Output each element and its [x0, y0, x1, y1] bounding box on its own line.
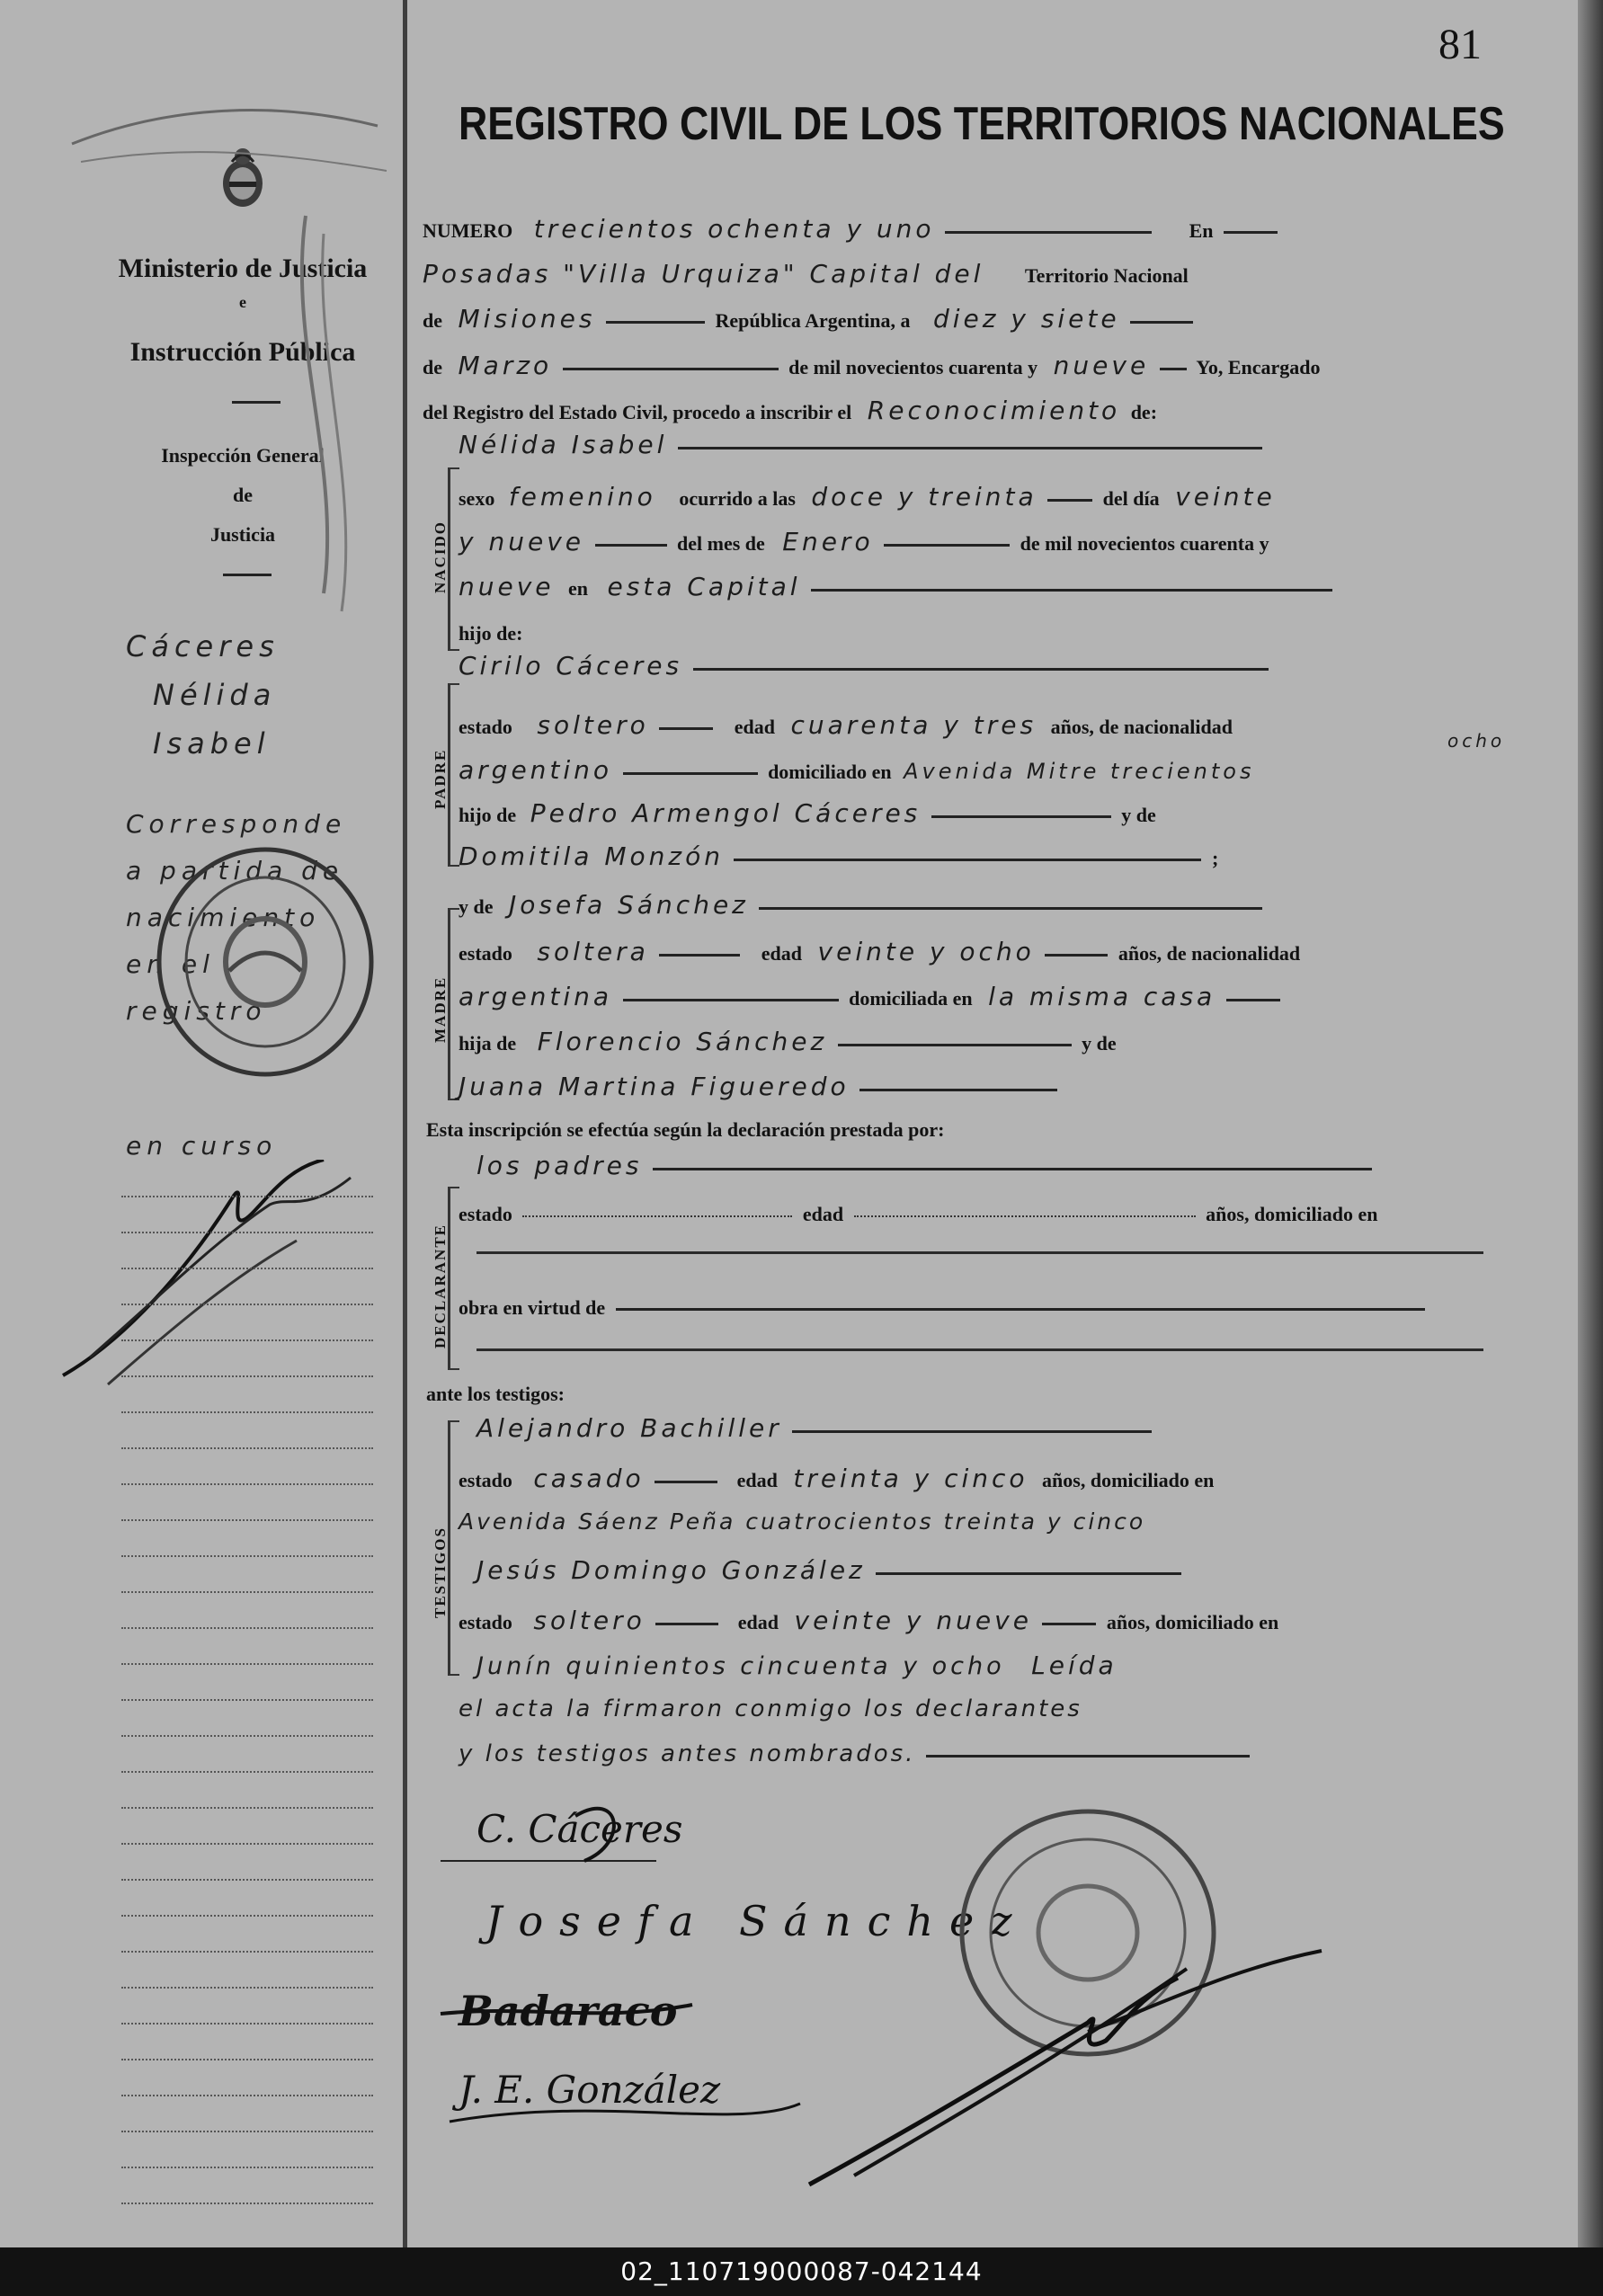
t1-edad: treinta y cinco [793, 1464, 1029, 1493]
declaracion-intro-label: Esta inscripción se efectúa según la declaración prestada por: [426, 1118, 945, 1141]
nacido-lugar-row [459, 572, 1338, 601]
padre-y-de-label: y de [1121, 804, 1156, 826]
t1-domicilio-row [459, 1508, 1145, 1535]
nacido-side-label: NACIDO [432, 521, 449, 593]
margin-note-line: Cáceres [126, 629, 280, 663]
margin-ruled-line [121, 2023, 373, 2025]
declarante-anios-label: años, domiciliado en [1206, 1203, 1378, 1225]
madre-estado-label: estado [459, 942, 512, 965]
de-label: de [423, 356, 442, 378]
leida-2: el acta la firmaron conmigo los declarantes [459, 1695, 1082, 1722]
madre-edad-value: veinte y ocho [817, 937, 1035, 966]
margin-note-line: registro [126, 996, 267, 1026]
obra-row [459, 1296, 1430, 1320]
footer-caption: 02_110719000087-042144 [0, 2247, 1603, 2296]
nacido-nombre-row [459, 430, 1268, 459]
t2-estado-label: estado [459, 1611, 512, 1633]
padre-nombre-row [459, 651, 1274, 681]
margin-ruled-line [121, 1807, 373, 1809]
semicolon: ; [1211, 847, 1219, 869]
dia-value: diez y siete [932, 304, 1120, 334]
padre-hijo-de-row [459, 798, 1156, 828]
madre-nacionalidad-value: argentina [459, 982, 613, 1011]
signature-caceres: C. Cáceres [476, 1807, 683, 1851]
madre-y-de2-label: y de [1082, 1032, 1117, 1055]
margin-ruled-line [121, 1232, 373, 1233]
leida-1: Leída [1031, 1651, 1118, 1680]
margin-ruled-line [121, 1483, 373, 1485]
mes-value: Marzo [458, 351, 553, 380]
dia-value-1: veinte [1175, 482, 1276, 512]
declarante-estado-label: estado [459, 1203, 512, 1225]
inspection-line1: Inspección General [161, 444, 325, 467]
ministry-line1: Ministerio de Justicia [118, 254, 368, 283]
territorio-value: Misiones [458, 304, 596, 334]
margin-ruled-line [121, 1591, 373, 1593]
margin-ruled-line [121, 1663, 373, 1665]
padre-estado-label: estado [459, 716, 512, 738]
margin-ruled-line [121, 1339, 373, 1341]
t1-nombre: Alejandro Bachiller [476, 1413, 782, 1443]
page-edge [1578, 0, 1603, 2247]
margin-ruled-line [121, 2167, 373, 2168]
margin-ruled-line [121, 1627, 373, 1629]
testigos-side-label: TESTIGOS [432, 1526, 449, 1618]
declarante-nombre-row [476, 1151, 1377, 1180]
de-label: de [423, 309, 442, 332]
territorio-row [423, 304, 1198, 334]
t2-domicilio-row [476, 1651, 1118, 1680]
madre-edad-label: edad [761, 942, 803, 965]
leida-2-row [459, 1695, 1082, 1722]
document-title: REGISTRO CIVIL DE LOS TERRITORIOS NACIONALES [459, 98, 1505, 150]
signature-badaraco: Badaraco [459, 1987, 678, 2035]
yo-label: Yo, Encargado [1196, 356, 1321, 378]
madre-domicilio-label: domiciliada en [849, 987, 973, 1010]
hora-value: doce y treinta [811, 482, 1037, 512]
del-dia-label: del día [1102, 487, 1160, 510]
padre-de-madre: Florencio Sánchez [537, 1027, 828, 1056]
margin-signature [54, 1160, 396, 1393]
margin-ruled-line [121, 2203, 373, 2204]
declarante-blank-line [476, 1348, 1483, 1351]
madre-nacionalidad-row [459, 982, 1286, 1011]
t1-anios-label: años, domiciliado en [1042, 1469, 1215, 1491]
leida-3-row [459, 1740, 1255, 1767]
padre-edad-label: edad [734, 716, 775, 738]
lugar-row [423, 259, 1189, 289]
registro-label: del Registro del Estado Civil, procedo a inscribir el [423, 401, 852, 423]
madre-anios-label: años, de nacionalidad [1118, 942, 1301, 965]
numero-value: trecientos ochenta y uno [533, 214, 935, 244]
padre-estado-row [459, 710, 1233, 740]
t1-domicilio: Avenida Sáenz Peña cuatrocientos treinta y cinco [459, 1508, 1146, 1535]
margin-ruled-line [121, 1879, 373, 1881]
padre-nombre: Cirilo Cáceres [459, 651, 683, 681]
sexo-label: sexo [459, 487, 495, 510]
margin-ruled-line [121, 1843, 373, 1845]
territorio-label: Territorio Nacional [1024, 264, 1189, 287]
padre-de-padre: Pedro Armengol Cáceres [530, 798, 922, 828]
margin-ruled-line [121, 1304, 373, 1305]
testigos-intro-label: ante los testigos: [426, 1383, 565, 1405]
declaracion-intro-row [426, 1118, 944, 1142]
nacido-mes-row [459, 527, 1269, 556]
padre-nacionalidad-value: argentino [459, 755, 613, 785]
margin-note-line: a partida de [126, 856, 344, 885]
fecha-row [423, 351, 1321, 380]
inspection-line3: Justicia [209, 523, 276, 546]
margin-ruled-line [121, 1915, 373, 1917]
margin-column [0, 0, 403, 2247]
ministry-line2: e [239, 293, 246, 311]
madre-side-label: MADRE [432, 975, 449, 1043]
nacido-mes-value: Enero [782, 527, 874, 556]
pencil-marks [54, 90, 396, 629]
nacido-lugar-value: esta Capital [607, 572, 801, 601]
padre-domicilio-value: Avenida Mitre trecientos [904, 759, 1255, 784]
madre-estado-row [459, 937, 1300, 966]
testigos-intro-row [426, 1383, 565, 1406]
numero-label: NUMERO [423, 219, 513, 242]
nacido-en-label: en [568, 577, 589, 600]
de2-label: de: [1130, 401, 1158, 423]
nacido-sexo-row [459, 482, 1276, 512]
madre-nombre: Josefa Sánchez [509, 890, 749, 920]
madre-madre-row [459, 1072, 1063, 1101]
signature-sanchez: Josefa Sánchez [485, 1897, 1029, 1945]
madre-de-madre: Juana Martina Figueredo [459, 1072, 850, 1101]
margin-ruled-line [121, 1411, 373, 1413]
declarante-edad-label: edad [802, 1203, 844, 1225]
padre-madre-row [459, 841, 1218, 871]
declarante-blank-line [476, 1251, 1483, 1254]
dia-value-2: y nueve [459, 527, 584, 556]
declarante-side-label: DECLARANTE [432, 1223, 449, 1348]
hijo-label: hijo de: [459, 622, 523, 645]
padre-side-label: PADRE [432, 748, 449, 809]
sexo-value: femenino [508, 482, 656, 512]
padre-nacionalidad-row [459, 755, 1254, 785]
margin-ruled-line [121, 1375, 373, 1377]
madre-de-padre: Domitila Monzón [459, 841, 724, 871]
margin-ruled-line [121, 1987, 373, 1989]
t2-edad-label: edad [737, 1611, 779, 1633]
republica-label: República Argentina, a [715, 309, 911, 332]
margin-divider [403, 0, 407, 2247]
t2-anios-label: años, domiciliado en [1106, 1611, 1279, 1633]
ocurrido-label: ocurrido a las [679, 487, 796, 510]
t2-nombre: Jesús Domingo González [476, 1555, 866, 1585]
en-label: En [1189, 219, 1214, 242]
lugar-value: Posadas "Villa Urquiza" Capital del [423, 259, 984, 289]
nacido-anio-value: nueve [459, 572, 555, 601]
margin-ruled-line [121, 1196, 373, 1197]
nacido-mil-label: de mil novecientos cuarenta y [1020, 532, 1269, 555]
margin-note-line: en curso [126, 1131, 278, 1161]
anio-value: nueve [1053, 351, 1150, 380]
acto-value: Reconocimiento [867, 396, 1121, 425]
registrar-signature [800, 1915, 1358, 2203]
margin-note-line: Corresponde [126, 809, 347, 839]
margin-ruled-line [121, 1519, 373, 1521]
margin-ruled-line [121, 1555, 373, 1557]
madre-domicilio-value: la misma casa [988, 982, 1216, 1011]
margin-note-line: Nélida [153, 678, 277, 712]
margin-ruled-line [121, 2131, 373, 2132]
t2-domicilio: Junín quinientos cincuenta y ocho [476, 1652, 1005, 1680]
obra-label: obra en virtud de [459, 1296, 606, 1319]
nacido-nombre: Nélida Isabel [459, 430, 668, 459]
margin-ruled-line [121, 1268, 373, 1269]
margin-note-line: nacimiento [126, 903, 321, 932]
leida-3: y los testigos antes nombrados. [459, 1740, 916, 1767]
mil-label: de mil novecientos cuarenta y [788, 356, 1038, 378]
registro-row [423, 396, 1157, 425]
madre-hija-de-label: hija de [459, 1032, 517, 1055]
padre-edad-value: cuarenta y tres [790, 710, 1037, 740]
padre-domicilio-extra: ocho [1447, 730, 1506, 752]
ministry-line3: Instrucción Pública [129, 337, 356, 367]
t2-estado: soltero [533, 1606, 646, 1635]
declarante-estado-row [459, 1203, 1377, 1226]
t1-edad-label: edad [736, 1469, 778, 1491]
margin-ruled-line [121, 1951, 373, 1953]
madre-estado-value: soltera [537, 937, 649, 966]
numero-row [423, 214, 1283, 244]
inspection-line2: de [233, 484, 253, 506]
t1-nombre-row [476, 1413, 1157, 1443]
registration-form [423, 0, 1537, 2247]
padre-estado-value: soltero [537, 710, 649, 740]
hijo-row [459, 622, 523, 645]
declarante-nombre: los padres [476, 1151, 643, 1180]
margin-ruled-line [121, 2059, 373, 2060]
signature-gonzalez: J. E. González [459, 2068, 721, 2112]
margin-note-line: en el [126, 949, 215, 979]
t1-estado-row [459, 1464, 1214, 1493]
margin-ruled-line [121, 1447, 373, 1449]
margin-note-line: Isabel [153, 726, 271, 761]
madre-hija-de-row [459, 1027, 1117, 1056]
margin-ruled-line [121, 1735, 373, 1737]
margin-seal-stamp [144, 836, 387, 1088]
t2-estado-row [459, 1606, 1278, 1635]
padre-domicilio-label: domiciliado en [768, 761, 892, 783]
margin-ruled-line [121, 2095, 373, 2096]
page-number: 81 [1438, 21, 1482, 68]
padre-anios-label: años, de nacionalidad [1050, 716, 1233, 738]
madre-nombre-row [459, 890, 1268, 920]
madre-y-de-label: y de [459, 895, 494, 918]
t1-estado-label: estado [459, 1469, 512, 1491]
t2-nombre-row [476, 1555, 1187, 1585]
padre-hijo-de-label: hijo de [459, 804, 517, 826]
del-mes-label: del mes de [677, 532, 765, 555]
t1-estado: casado [533, 1464, 645, 1493]
margin-ruled-line [121, 1771, 373, 1773]
t2-edad: veinte y nueve [794, 1606, 1032, 1635]
margin-ruled-line [121, 1699, 373, 1701]
